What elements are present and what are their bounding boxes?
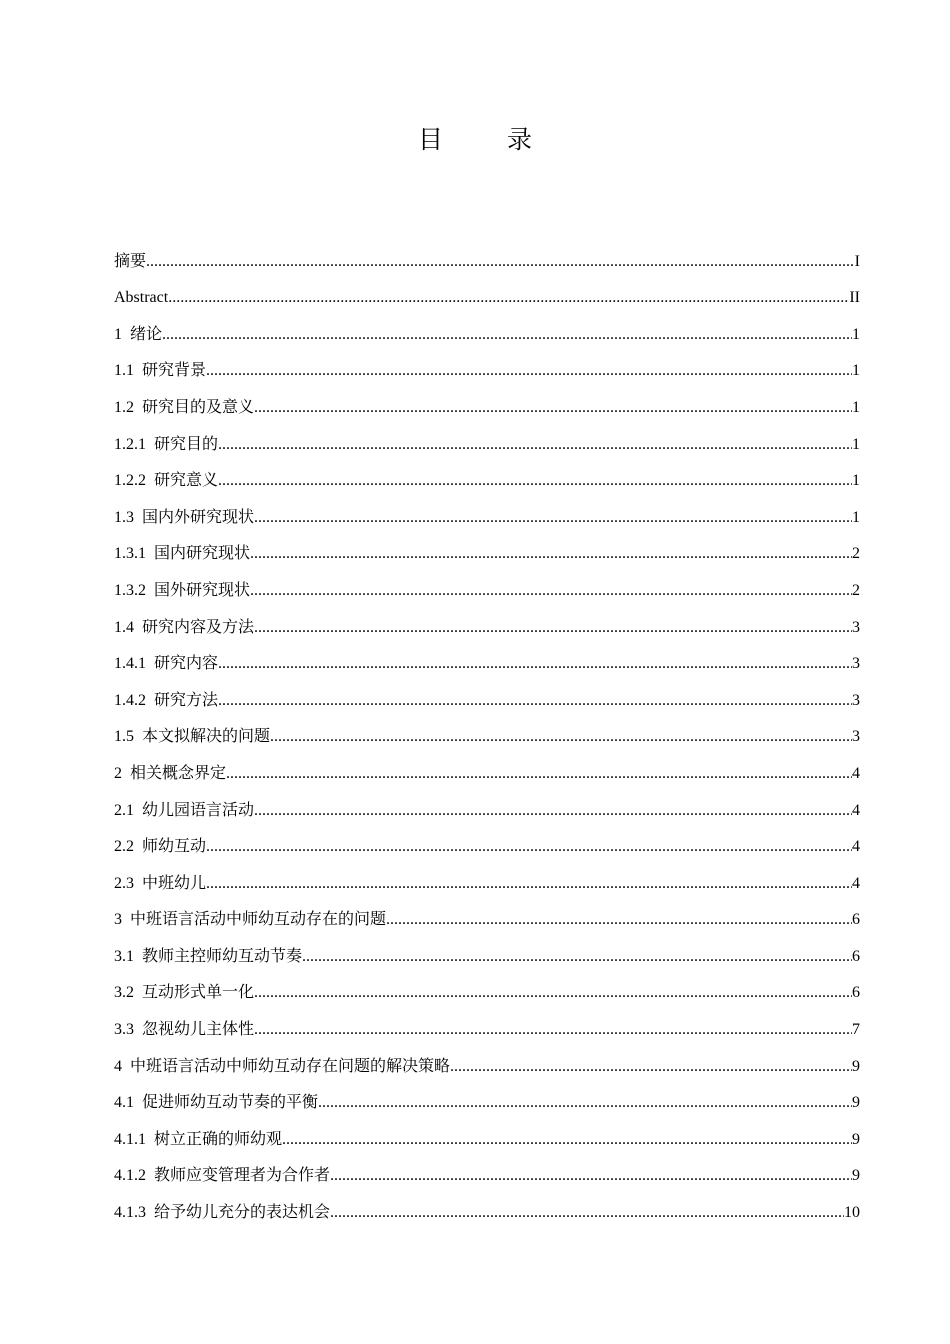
toc-page-number: 9 — [852, 1057, 860, 1075]
toc-entry[interactable] — [114, 569, 860, 606]
toc-entry-number: 1.4.2 — [114, 691, 146, 709]
toc-entry[interactable] — [114, 716, 860, 753]
toc-entry[interactable] — [114, 789, 860, 826]
toc-page-number: 3 — [852, 655, 860, 673]
toc-page-number: 6 — [852, 911, 860, 929]
toc-entry-number: 2.2 — [114, 838, 134, 856]
toc-entry-label — [114, 393, 254, 423]
toc-entry-label — [114, 430, 218, 460]
toc-entry[interactable] — [114, 1045, 860, 1082]
toc-dot-leader — [206, 869, 852, 899]
toc-entry-text: 摘要 — [114, 252, 147, 270]
toc-dot-leader — [250, 539, 852, 569]
toc-page-number: 3 — [852, 728, 860, 746]
toc-entry-text: 互动形式单一化 — [142, 984, 255, 1002]
toc-entry-number: 3.2 — [114, 984, 134, 1002]
toc-page-number: 1 — [852, 362, 860, 380]
toc-entry-text: 忽视幼儿主体性 — [142, 1021, 255, 1039]
toc-entry-text: 相关概念界定 — [130, 764, 227, 782]
toc-entry[interactable] — [114, 350, 860, 387]
toc-entry-text: 本文拟解决的问题 — [142, 728, 271, 746]
toc-entry[interactable] — [114, 606, 860, 643]
toc-entry-text: 促进师幼互动节奏的平衡 — [142, 1094, 319, 1112]
toc-entry-text: 中班幼儿 — [142, 874, 207, 892]
toc-entry-number: 4.1.1 — [114, 1130, 146, 1148]
toc-entry-label — [114, 978, 254, 1008]
toc-entry-label — [114, 1088, 318, 1118]
toc-entry[interactable] — [114, 460, 860, 497]
toc-entry-label — [114, 320, 162, 350]
toc-page-number: 4 — [852, 801, 860, 819]
toc-entry-label — [114, 832, 206, 862]
toc-entry-number: 1 — [114, 325, 122, 343]
toc-entry-number: 4 — [114, 1057, 122, 1075]
toc-dot-leader — [206, 832, 852, 862]
toc-entry-text: 幼儿园语言活动 — [142, 801, 255, 819]
toc-page-number: 1 — [852, 472, 860, 490]
toc-entry-text: 教师主控师幼互动节奏 — [142, 947, 303, 965]
toc-page-number: 10 — [844, 1204, 860, 1222]
toc-entry-number: 1.5 — [114, 728, 134, 746]
toc-entry-text: 中班语言活动中师幼互动存在问题的解决策略 — [130, 1057, 451, 1075]
toc-entry-text: 绪论 — [130, 325, 163, 343]
toc-entry-label — [114, 247, 146, 277]
toc-entry-number: 3 — [114, 911, 122, 929]
toc-entry[interactable] — [114, 899, 860, 936]
toc-dot-leader — [218, 430, 852, 460]
toc-entry[interactable] — [114, 679, 860, 716]
toc-entry[interactable] — [114, 277, 860, 314]
toc-dot-leader — [218, 466, 852, 496]
toc-dot-leader — [302, 942, 852, 972]
toc-page-number: 2 — [852, 581, 860, 599]
toc-entry-number: 1.1 — [114, 362, 134, 380]
toc-dot-leader — [254, 503, 852, 533]
toc-entry[interactable] — [114, 752, 860, 789]
toc-dot-leader — [226, 759, 852, 789]
toc-page-number: 1 — [852, 325, 860, 343]
toc-entry-number: 1.2.1 — [114, 435, 146, 453]
toc-entry-label — [114, 649, 218, 679]
toc-entry-text: 国外研究现状 — [154, 581, 251, 599]
toc-dot-leader — [254, 1015, 852, 1045]
toc-page-number: 9 — [852, 1094, 860, 1112]
toc-entry[interactable] — [114, 386, 860, 423]
toc-entry-text: 国内外研究现状 — [142, 508, 255, 526]
toc-entry[interactable] — [114, 1155, 860, 1192]
toc-entry-text: 树立正确的师幼观 — [154, 1130, 283, 1148]
toc-page-number: 6 — [852, 947, 860, 965]
toc-entry[interactable] — [114, 496, 860, 533]
toc-entry-text: 研究意义 — [154, 472, 219, 490]
toc-entry-label — [114, 905, 386, 935]
toc-page-number: 3 — [852, 691, 860, 709]
toc-entry-number: 1.3.1 — [114, 545, 146, 563]
toc-entry-number: 2.3 — [114, 874, 134, 892]
toc-page-number: 2 — [852, 545, 860, 563]
toc-entry-text: 中班语言活动中师幼互动存在的问题 — [130, 911, 387, 929]
toc-entry-label — [114, 576, 250, 606]
toc-dot-leader — [330, 1161, 852, 1191]
toc-entry-label — [114, 1052, 450, 1082]
toc-page-number: 4 — [852, 874, 860, 892]
toc-entry[interactable] — [114, 1191, 860, 1228]
toc-entry-label — [114, 466, 218, 496]
toc-page-number: 3 — [852, 618, 860, 636]
toc-entry-number: 1.4.1 — [114, 655, 146, 673]
toc-entry-number: 3.1 — [114, 947, 134, 965]
toc-entry[interactable] — [114, 643, 860, 680]
toc-entry-number: 1.4 — [114, 618, 134, 636]
toc-title: 目 录 — [418, 125, 560, 154]
toc-dot-leader — [282, 1125, 852, 1155]
toc-entry[interactable] — [114, 1118, 860, 1155]
toc-dot-leader — [318, 1088, 852, 1118]
toc-page-number: 7 — [852, 1021, 860, 1039]
toc-entry-number: 1.2 — [114, 398, 134, 416]
toc-page-number: 4 — [852, 764, 860, 782]
toc-entry-text: 国内研究现状 — [154, 545, 251, 563]
toc-entry-label — [114, 796, 254, 826]
toc-dot-leader — [218, 686, 852, 716]
toc-entry-text: 师幼互动 — [142, 838, 207, 856]
toc-entry-number: 4.1 — [114, 1094, 134, 1112]
toc-entry[interactable] — [114, 1082, 860, 1119]
toc-entry-label — [114, 942, 302, 972]
toc-entry-number: 4.1.3 — [114, 1204, 146, 1222]
toc-page-number: 9 — [852, 1167, 860, 1185]
toc-entry-label — [114, 869, 206, 899]
toc-dot-leader — [450, 1052, 852, 1082]
toc-entry[interactable] — [114, 240, 860, 277]
toc-entry[interactable] — [114, 862, 860, 899]
toc-entry-label — [114, 613, 254, 643]
toc-entry-number: 3.3 — [114, 1021, 134, 1039]
toc-dot-leader — [254, 796, 852, 826]
toc-entry-label — [114, 1125, 282, 1155]
toc-page-number: 9 — [852, 1130, 860, 1148]
toc-entry-text: 给予幼儿充分的表达机会 — [154, 1204, 331, 1222]
toc-entry-label — [114, 1161, 330, 1191]
toc-entry-text: 研究背景 — [142, 362, 207, 380]
toc-list — [114, 240, 860, 1228]
toc-entry[interactable] — [114, 935, 860, 972]
toc-entry-text: 研究方法 — [154, 691, 219, 709]
toc-entry-number: 1.3 — [114, 508, 134, 526]
toc-entry[interactable] — [114, 826, 860, 863]
toc-entry[interactable] — [114, 533, 860, 570]
toc-entry-text: 研究目的 — [154, 435, 219, 453]
toc-dot-leader — [254, 613, 852, 643]
toc-page-number: 1 — [852, 398, 860, 416]
toc-dot-leader — [270, 722, 852, 752]
toc-entry-label — [114, 686, 218, 716]
toc-entry-label — [114, 283, 168, 313]
toc-entry-number: 1.3.2 — [114, 581, 146, 599]
toc-page-number: 4 — [852, 838, 860, 856]
toc-entry[interactable] — [114, 313, 860, 350]
toc-entry-text: 研究内容及方法 — [142, 618, 255, 636]
toc-entry[interactable] — [114, 423, 860, 460]
toc-entry-label — [114, 1015, 254, 1045]
toc-entry-number: 2.1 — [114, 801, 134, 819]
toc-entry-number: 4.1.2 — [114, 1167, 146, 1185]
toc-entry-label — [114, 503, 254, 533]
toc-entry-label — [114, 1198, 330, 1228]
toc-entry[interactable] — [114, 1008, 860, 1045]
toc-entry-number: 1.2.2 — [114, 472, 146, 490]
toc-dot-leader — [162, 320, 852, 350]
toc-page-number: II — [849, 289, 860, 307]
toc-dot-leader — [254, 978, 852, 1008]
toc-page-number: I — [854, 252, 860, 270]
toc-page-number: 1 — [852, 508, 860, 526]
toc-entry-text: Abstract — [114, 289, 169, 307]
toc-entry-text: 研究目的及意义 — [142, 398, 255, 416]
toc-dot-leader — [218, 649, 852, 679]
toc-dot-leader — [168, 283, 849, 313]
toc-entry-label — [114, 356, 206, 386]
toc-page-number: 6 — [852, 984, 860, 1002]
toc-dot-leader — [146, 247, 855, 277]
toc-dot-leader — [386, 905, 852, 935]
toc-entry-label — [114, 539, 250, 569]
toc-entry[interactable] — [114, 972, 860, 1009]
toc-dot-leader — [254, 393, 852, 423]
toc-entry-text: 研究内容 — [154, 655, 219, 673]
toc-dot-leader — [250, 576, 852, 606]
toc-dot-leader — [206, 356, 852, 386]
toc-entry-label — [114, 722, 270, 752]
toc-page-number: 1 — [852, 435, 860, 453]
toc-entry-number: 2 — [114, 764, 122, 782]
toc-dot-leader — [330, 1198, 844, 1228]
toc-entry-label — [114, 759, 226, 789]
toc-entry-text: 教师应变管理者为合作者 — [154, 1167, 331, 1185]
